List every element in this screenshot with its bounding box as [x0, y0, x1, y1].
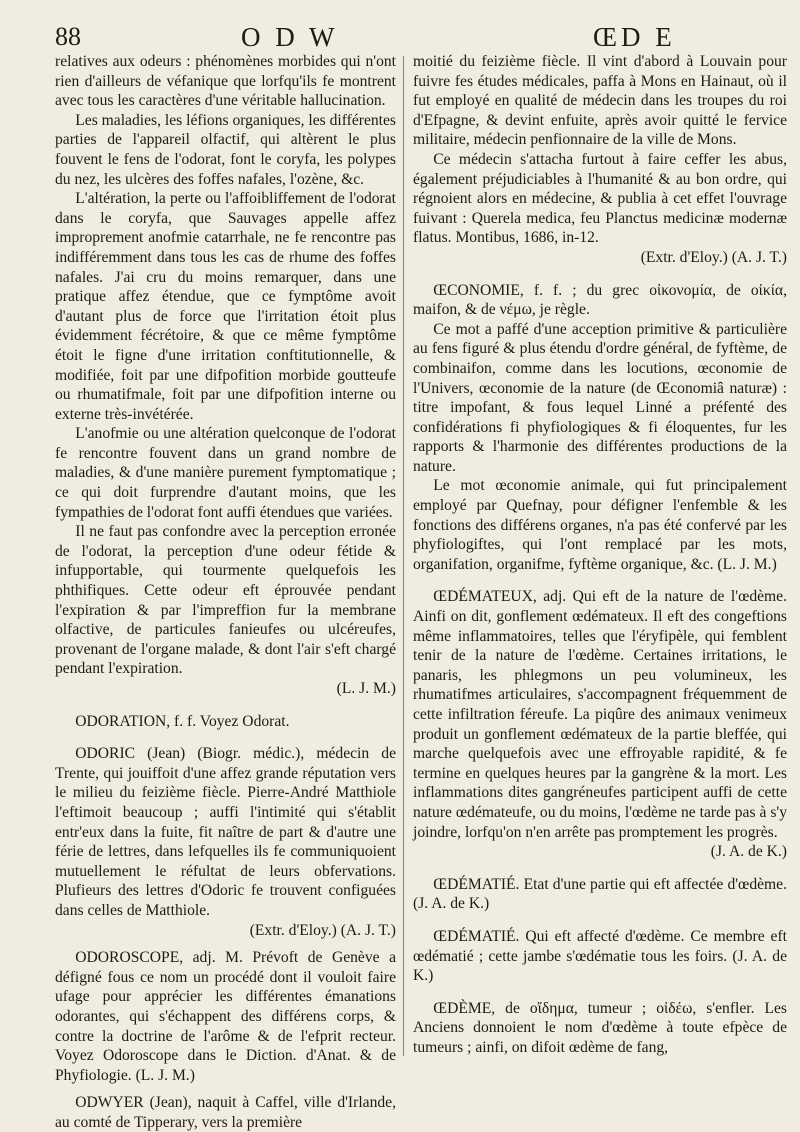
paragraph: L'altération, la perte ou l'affoibliffement de l'odorat dans le coryfa, que Sauvages appelle affez improprement anofmie catarrhale, ne fe rencontre pas indifféremment dans tous les cas de rhume des foffes nafales. J'ai cru du moins remarquer, dans une pratique affez étendue, que ce fymptôme avoit d'autant plus de force que l'irritation étoit plus évidemment fécrétoire, & que ce même fymptôme étoit le figne d'une irritation conftitutionnelle, & modifiée, foit par une difpofition morbide goutteufe ou rhumatifmale, foit par une difpofition interne ou externe très-invétérée. — [55, 190, 396, 423]
entry-odoration: ODORATION, f. f. Voyez Odorat. — [75, 712, 290, 730]
entry-oedematie-adj: ŒDÉMATIÉ. Qui eft affecté d'œdème. Ce membre eft œdématié ; cette jambe s'œdématie tous les foirs. (J. A. de K.) — [413, 927, 787, 985]
running-head — [55, 22, 770, 56]
right-running-title: ŒD E — [593, 22, 676, 52]
author-signature: (J. A. de K.) — [710, 843, 787, 861]
continued-text: moitié du feizième fiècle. Il vint d'abord à Louvain pour fuivre fes études médicales, paffa à Mons en Hainaut, où il fut employé en qualité de médecin dans les troupes du roi d'Efpagne, & devint enfuite, après avoir quitté le fervice militaire, médecin penfionnaire de la ville de Mons. — [413, 53, 787, 149]
entry-odoric: ODORIC (Jean) (Biogr. médic.), médecin de Trente, qui jouiffoit d'une affez grande réputation vers le milieu du feizième fiècle. Pierre-André Matthiole l'eftimoit beaucoup ; auffi l'intimité qui s'établit entr'eux dans la fuite, fit naître de part & d'autre une férie de lettres, dans lefquelles ils fe communiquoient mutuellement le réfultat de leurs obfervations. Plufieurs des lettres d'Odoric fe trouvent configuées dans celles de Matthiole. — [55, 745, 396, 919]
left-column — [55, 52, 396, 1132]
entry-odoroscope: ODOROSCOPE, adj. M. Prévoft de Genève a défigné fous ce nom un procédé dont il vouloit faire ufage pour apprécier les différentes émanations odorantes, qui s'échappent des différens corps, & contre la doctrine de l'arôme & de l'efprit recteur. Voyez Odoroscope dans le Diction. d'Anat. & de Phyfiologie. (L. J. M.) — [55, 949, 396, 1084]
entry-odwyer: ODWYER (Jean), naquit à Caffel, ville d'Irlande, au comté de Tipperary, vers la première — [55, 1094, 396, 1131]
page-number: 88 — [55, 22, 81, 51]
author-signature: (Extr. d'Eloy.) (A. J. T.) — [640, 248, 787, 266]
paragraph: Ce mot a paffé d'une acception primitive & particulière au fens figuré & plus étendu d'ordre général, de fyftème, de combinaifon, comme dans les locutions, œconomie de l'Univers, œconomie de la nature (de Œconomiâ naturæ) : titre impofant, & fous lequel Linné a préfenté des confidérations fi phyfiologiques & fi éloquentes, fur les rapports & l'harmonie des différentes productions de la nature. — [413, 320, 787, 475]
entry-oedeme: ŒDÈME, de οἴδημα, tumeur ; οἰδέω, s'enfler. Les Anciens donnoient le nom d'œdème à toute efpèce de tumeurs ; ainfi, on difoit œdème de fang, — [413, 999, 787, 1056]
paragraph: Les maladies, les léfions organiques, les différentes parties de l'appareil olfactif, qui altèrent le plus fouvent le fens de l'odorat, font le coryfa, les polypes du nez, les ulcères des foffes nafales, l'ozène, &c. — [55, 111, 397, 188]
left-running-title: O D W — [241, 22, 339, 52]
continued-text: relatives aux odeurs : phénomènes morbides qui n'ont rien d'ailleurs de véfanique que lorfqu'ils fe montrent avec tous les caractères d'une véritable hallucination. — [55, 53, 396, 110]
entry-oedematie-noun: ŒDÉMATIÉ. Etat d'une partie qui eft affectée d'œdème. (J. A. de K.) — [413, 875, 787, 913]
column-divider — [403, 56, 404, 1056]
paragraph: Il ne faut pas confondre avec la perception erronée de l'odorat, la perception d'une odeur fétide & infupportable, qui tourmente quelquefois les phthifiques. Cette odeur eft éprouvée pendant l'expiration & par l'impreffion fur la membrane olfactive, de particules fanieufes ou ulcéreufes, provenant de l'organe malade, & dont l'air s'eft chargé pendant l'expiration. — [55, 523, 396, 678]
paragraph: L'anofmie ou une altération quelconque de l'odorat fe rencontre fouvent dans un grand nombre de maladies, & d'une manière purement fymptomatique ; ce qui doit furprendre d'autant moins, que les fympathies de l'odorat font auffi étendues que variées. — [55, 425, 396, 521]
author-signature: (L. J. M.) — [336, 680, 396, 697]
paragraph: Ce médecin s'attacha furtout à faire ceffer les abus, également préjudiciables à l'humanité & au bon ordre, qui régnoient alors en médecine, & publia à cet effet l'ouvrage fuivant : Querela medica, feu Planctus medicinæ modernæ flatus. Montibus, 1686, in-12. — [413, 150, 787, 247]
entry-oedemateux: ŒDÉMATEUX, adj. Qui eft de la nature de l'œdème. Ainfi on dit, gonflement œdémateux. Il eft des congeftions même inflammatoires, telles que l'éryfipèle, qui femblent tenir de la nature de l'œdème. Certaines irritations, le panaris, les phlegmons un peu volumineux, les rhumatifmes articulaires, s'accompagnent fréquemment de cette infiltration féreufe. La piqûre des animaux venimeux produit un gonflement œdémateux de la partie bleffée, qui marche quelquefois avec une effroyable rapidité, & fe termine en quelques heures par la gangrène & la mort. Les inflammations dites gangréneufes participent auffi de cette nature œdémateufe, ou du moins, l'œdème ne tarde pas à s'y joindre, lorfqu'on n'en arrête pas promptement les progrès. — [413, 588, 787, 841]
author-signature: (Extr. d'Eloy.) (A. J. T.) — [249, 921, 396, 939]
paragraph: Le mot œconomie animale, qui fut principalement employé par Quefnay, pour défigner l'enfemble & les fonctions des différens organes, n'a pas été confervé par les phyfiologiftes, qui l'ont remplacé par les mots, organifation, organifme, fyftème organique, &c. (L. J. M.) — [413, 477, 787, 573]
right-column — [413, 52, 787, 1058]
entry-oeconomie: ŒCONOMIE, f. f. ; du grec οἰκονομία, de οἰκία, maifon, & de νέμω, je règle. — [413, 281, 787, 319]
